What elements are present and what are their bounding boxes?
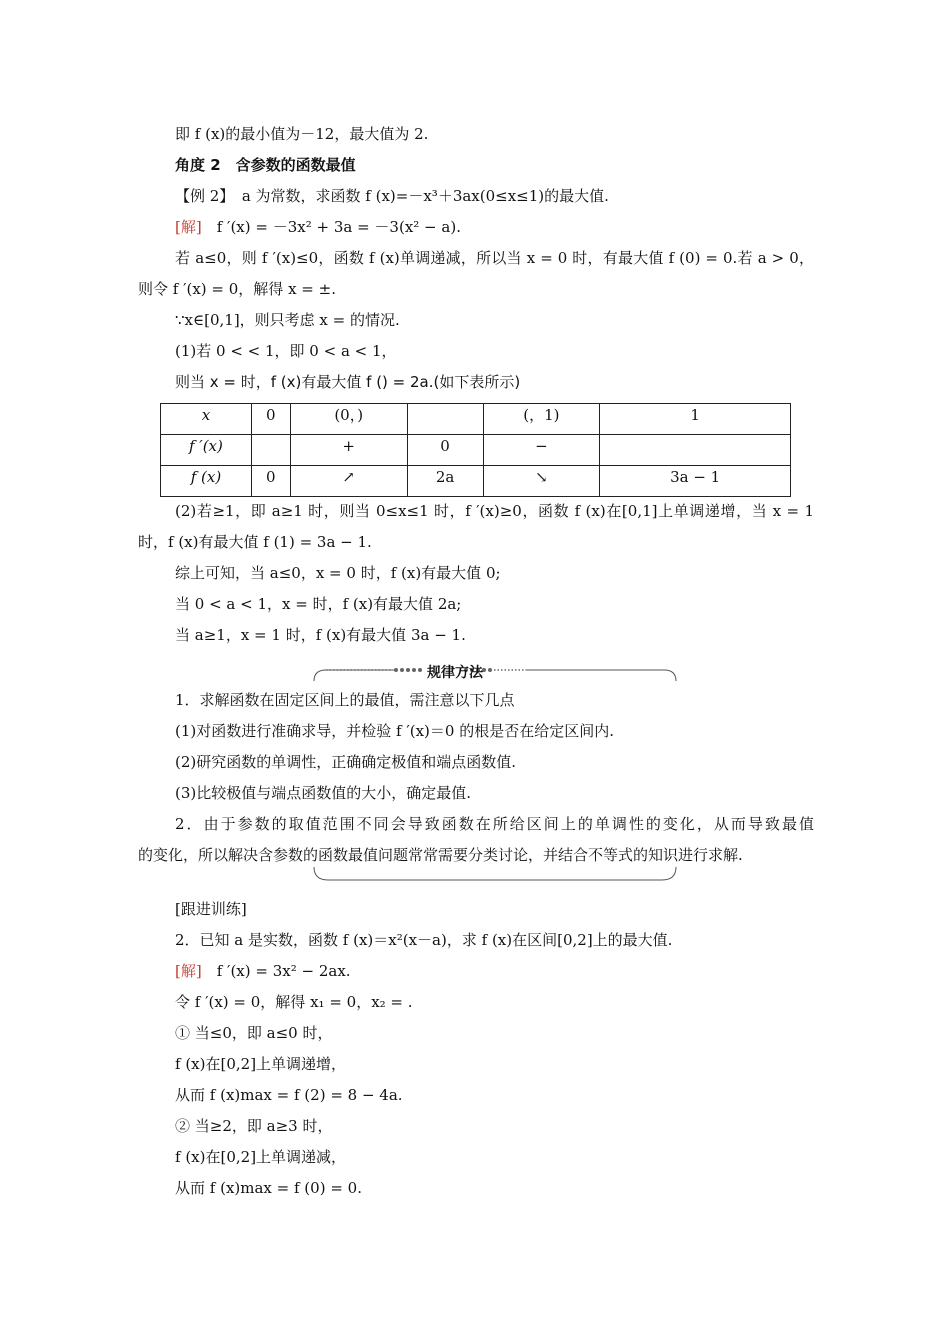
text-line: 则当 x = 时，f (x)有最大值 f () = 2a.(如下表所示) xyxy=(175,373,521,391)
table-cell: (，1) xyxy=(483,404,600,435)
method-line: 的变化，所以解决含参数的函数最值问题常常需要分类讨论，并结合不等式的知识进行求解. xyxy=(138,846,743,864)
method-box-bottom-frame xyxy=(312,866,678,884)
solution-line xyxy=(175,961,351,981)
table-row xyxy=(161,466,791,497)
text-line: 时，f (x)有最大值 f (1) = 3a − 1. xyxy=(138,533,372,551)
text-line: (2)若≥1，即 a≥1 时，则当 0≤x≤1 时，f ′(x)≥0，函数 f (x)在[0,1]上单调递增，当 x = 1 xyxy=(175,502,814,520)
table-cell: 0 xyxy=(251,466,290,497)
solution-tag: [解] xyxy=(175,218,202,236)
practice-line: f (x)在[0,2]上单调递增， xyxy=(175,1055,347,1073)
solution-line xyxy=(175,217,461,237)
practice-line: 令 f ′(x) = 0，解得 x₁ = 0，x₂ = . xyxy=(175,993,413,1011)
table-cell xyxy=(251,435,290,466)
text-line: ∵x∈[0,1]，则只考虑 x = 的情况. xyxy=(175,311,400,329)
practice-line: ② 当≥2，即 a≥3 时， xyxy=(175,1117,333,1135)
solution-text: f ′(x) = 3x² − 2ax. xyxy=(201,962,351,980)
method-box-title: 规律方法 xyxy=(427,665,483,681)
text-line: 综上可知，当 a≤0，x = 0 时，f (x)有最大值 0; xyxy=(175,564,501,582)
method-line: (1)对函数进行准确求导，并检验 f ′(x)＝0 的根是否在给定区间内. xyxy=(175,722,614,740)
text-line: 则令 f ′(x) = 0，解得 x = ±. xyxy=(138,280,336,298)
method-line: 2．由于参数的取值范围不同会导致函数在所给区间上的单调性的变化，从而导致最值 xyxy=(175,815,814,833)
practice-heading: [跟进训练] xyxy=(175,900,247,918)
method-line: (3)比较极值与端点函数值的大小，确定最值. xyxy=(175,784,472,802)
text-line: 即 f (x)的最小值为－12，最大值为 2. xyxy=(175,125,429,143)
method-box-footer xyxy=(312,866,678,884)
method-box-header xyxy=(312,666,678,682)
method-line: 1．求解函数在固定区间上的最值，需注意以下几点 xyxy=(175,691,515,709)
table-cell: 0 xyxy=(407,435,483,466)
practice-line: f (x)在[0,2]上单调递减， xyxy=(175,1148,347,1166)
method-line: (2)研究函数的单调性，正确确定极值和端点函数值. xyxy=(175,753,517,771)
table-cell: 2a xyxy=(407,466,483,497)
table-cell xyxy=(600,435,791,466)
table-cell: − xyxy=(483,435,600,466)
table-cell: 1 xyxy=(600,404,791,435)
practice-line: 从而 f (x)max = f (0) = 0. xyxy=(175,1179,362,1197)
variation-table xyxy=(160,403,791,497)
table-row xyxy=(161,435,791,466)
section-heading: 角度 2 含参数的函数最值 xyxy=(175,156,356,174)
table-cell: 0 xyxy=(251,404,290,435)
example-tag: 【例 2】 xyxy=(175,187,227,205)
table-cell: x xyxy=(161,404,252,435)
text-line: 当 a≥1，x = 1 时，f (x)有最大值 3a − 1. xyxy=(175,626,466,644)
practice-line: ① 当≤0，即 a≤0 时， xyxy=(175,1024,333,1042)
solution-text: f ′(x) = －3x² + 3a = －3(x² − a). xyxy=(201,218,461,236)
solution-tag: [解] xyxy=(175,962,202,980)
table-cell: 3a − 1 xyxy=(600,466,791,497)
practice-line: 从而 f (x)max = f (2) = 8 − 4a. xyxy=(175,1086,403,1104)
table-cell: f (x) xyxy=(161,466,252,497)
text-line: 若 a≤0，则 f ′(x)≤0，函数 f (x)单调递减，所以当 x = 0 时，有最大值 f (0) = 0.若 a > 0， xyxy=(175,249,814,267)
text-line: 当 0 < a < 1，x = 时，f (x)有最大值 2a; xyxy=(175,595,462,613)
practice-line: 2．已知 a 是实数，函数 f (x)＝x²(x－a)，求 f (x)在区间[0,2]上的最大值. xyxy=(175,931,673,949)
table-cell: f ′(x) xyxy=(161,435,252,466)
table-cell: (0，) xyxy=(290,404,407,435)
table-row xyxy=(161,404,791,435)
table-cell: ↘ xyxy=(483,466,600,497)
table-cell xyxy=(407,404,483,435)
example-line xyxy=(175,186,609,206)
example-text: a 为常数，求函数 f (x)=－x³＋3ax(0≤x≤1)的最大值. xyxy=(226,187,609,205)
table-cell: + xyxy=(290,435,407,466)
text-line: (1)若 0 < < 1，即 0 < a < 1， xyxy=(175,342,397,360)
table-cell: ↗ xyxy=(290,466,407,497)
